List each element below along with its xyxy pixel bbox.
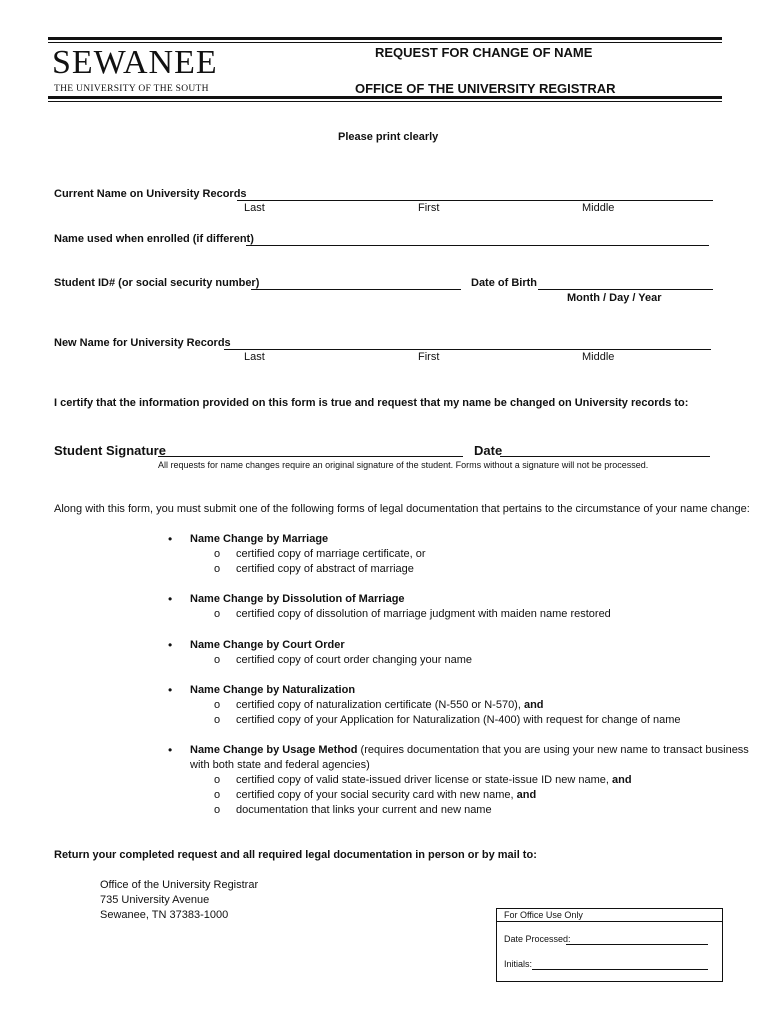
- dissolution-item-1: certified copy of dissolution of marriage judgment with maiden name restored: [236, 608, 611, 620]
- sub-bullet: o: [214, 774, 221, 786]
- new-name-middle-caption: Middle: [582, 351, 615, 363]
- dob-line[interactable]: [538, 289, 713, 290]
- return-instructions: Return your completed request and all required legal documentation in person or by mail to:: [54, 849, 537, 861]
- sub-bullet: o: [214, 548, 221, 560]
- signature-label: Student Signature: [54, 443, 166, 458]
- address-line-1: Office of the University Registrar: [100, 879, 259, 891]
- documentation-intro: Along with this form, you must submit one of the following forms of legal documentation that pertains to the circumstance of your name change:: [54, 503, 750, 515]
- bullet-marriage: •: [168, 532, 173, 546]
- current-name-last-caption: Last: [244, 202, 265, 214]
- address-line-3: Sewanee, TN 37383-1000: [100, 909, 229, 921]
- dob-format-caption: Month / Day / Year: [567, 292, 662, 304]
- usage-method-item-2: certified copy of your social security card with new name, and: [236, 789, 537, 801]
- new-name-last-caption: Last: [244, 351, 265, 363]
- sub-bullet: o: [214, 608, 221, 620]
- form-title: REQUEST FOR CHANGE OF NAME: [375, 45, 593, 60]
- naturalization-item-1: certified copy of naturalization certificate (N-550 or N-570), and: [236, 699, 544, 711]
- logo-main: SEWANEE: [52, 44, 218, 81]
- sub-bullet: o: [214, 654, 221, 666]
- usage-method-title-continued: with both state and federal agencies): [190, 759, 370, 771]
- category-usage-method-title: Name Change by Usage Method (requires documentation that you are using your new name to transact business: [190, 744, 749, 756]
- usage-method-item-1: certified copy of valid state-issued driver license or state-issue ID new name, and: [236, 774, 632, 786]
- initials-line[interactable]: [532, 969, 708, 970]
- header-top-rule-thin: [48, 42, 722, 43]
- date-processed-label: Date Processed:: [504, 934, 571, 944]
- category-dissolution-title: Name Change by Dissolution of Marriage: [190, 593, 405, 605]
- signature-date-line[interactable]: [500, 456, 710, 457]
- sub-bullet: o: [214, 789, 221, 801]
- naturalization-item-2: certified copy of your Application for Naturalization (N-400) with request for change of name: [236, 714, 681, 726]
- signature-line[interactable]: [158, 456, 463, 457]
- signature-note: All requests for name changes require an original signature of the student. Forms without a signature will not be processed.: [158, 460, 649, 470]
- new-name-first-caption: First: [418, 351, 440, 363]
- initials-label: Initials:: [504, 959, 533, 969]
- header-top-rule: [48, 37, 722, 40]
- current-name-middle-caption: Middle: [582, 202, 615, 214]
- bullet-usage-method: •: [168, 743, 173, 757]
- signature-date-label: Date: [474, 443, 503, 458]
- marriage-item-2: certified copy of abstract of marriage: [236, 563, 414, 575]
- office-use-title: For Office Use Only: [504, 910, 583, 920]
- address-line-2: 735 University Avenue: [100, 894, 210, 906]
- bullet-dissolution: •: [168, 592, 173, 606]
- enrolled-name-line[interactable]: [246, 245, 709, 246]
- office-title: OFFICE OF THE UNIVERSITY REGISTRAR: [355, 81, 616, 96]
- dob-label: Date of Birth: [471, 277, 537, 289]
- header-bottom-rule-thin: [48, 101, 722, 102]
- category-court-order-title: Name Change by Court Order: [190, 639, 345, 651]
- category-marriage-title: Name Change by Marriage: [190, 533, 329, 545]
- print-clearly-note: Please print clearly: [338, 131, 439, 143]
- current-name-label: Current Name on University Records: [54, 188, 247, 200]
- student-id-line[interactable]: [251, 289, 461, 290]
- current-name-first-caption: First: [418, 202, 440, 214]
- marriage-item-1: certified copy of marriage certificate, or: [236, 548, 426, 560]
- new-name-label: New Name for University Records: [54, 337, 231, 349]
- sub-bullet: o: [214, 804, 221, 816]
- sub-bullet: o: [214, 563, 221, 575]
- category-naturalization-title: Name Change by Naturalization: [190, 684, 356, 696]
- date-processed-line[interactable]: [566, 944, 708, 945]
- logo-subtitle: THE UNIVERSITY OF THE SOUTH: [54, 84, 209, 94]
- bullet-court-order: •: [168, 638, 173, 652]
- sub-bullet: o: [214, 714, 221, 726]
- current-name-line[interactable]: [237, 200, 713, 201]
- certify-statement: I certify that the information provided on this form is true and request that my name be changed on University records to:: [54, 397, 689, 409]
- header-bottom-rule: [48, 96, 722, 99]
- office-use-divider: [496, 921, 722, 922]
- new-name-line[interactable]: [224, 349, 711, 350]
- court-order-item-1: certified copy of court order changing your name: [236, 654, 473, 666]
- sub-bullet: o: [214, 699, 221, 711]
- usage-method-item-3: documentation that links your current and new name: [236, 804, 492, 816]
- bullet-naturalization: •: [168, 683, 173, 697]
- student-id-label: Student ID# (or social security number): [54, 277, 260, 289]
- enrolled-name-label: Name used when enrolled (if different): [54, 233, 254, 245]
